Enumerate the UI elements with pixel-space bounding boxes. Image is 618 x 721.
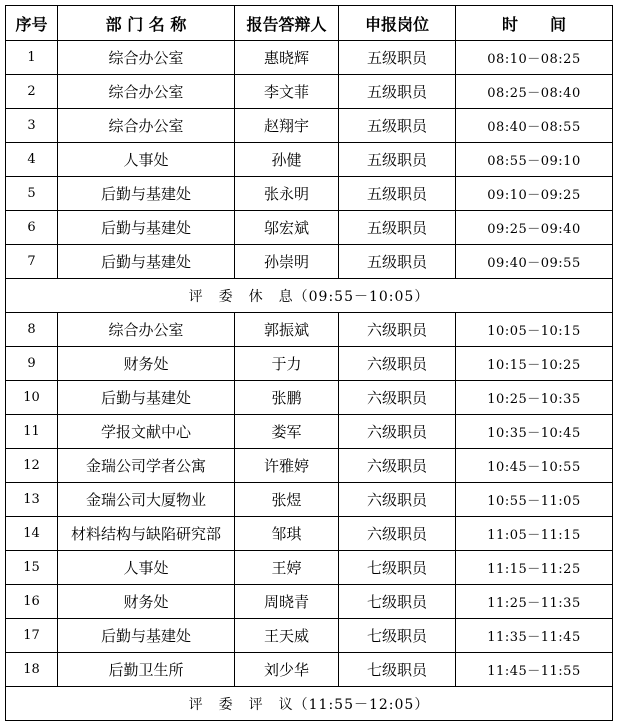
cell-name: 于力 — [235, 347, 339, 381]
cell-name: 赵翔宇 — [235, 109, 339, 143]
table-row — [6, 619, 613, 653]
cell-dept: 后勤卫生所 — [58, 653, 235, 687]
cell-name: 张鹏 — [235, 381, 339, 415]
cell-time: 09:25－09:40 — [456, 211, 613, 245]
cell-no: 5 — [6, 177, 58, 211]
cell-no: 1 — [6, 41, 58, 75]
cell-position: 五级职员 — [339, 109, 456, 143]
cell-no: 13 — [6, 483, 58, 517]
cell-no: 15 — [6, 551, 58, 585]
cell-name: 刘少华 — [235, 653, 339, 687]
cell-time: 10:05－10:15 — [456, 313, 613, 347]
table-row — [6, 109, 613, 143]
cell-no: 11 — [6, 415, 58, 449]
cell-no: 9 — [6, 347, 58, 381]
cell-position: 六级职员 — [339, 381, 456, 415]
cell-no: 2 — [6, 75, 58, 109]
cell-name: 娄军 — [235, 415, 339, 449]
cell-dept: 综合办公室 — [58, 109, 235, 143]
cell-position: 六级职员 — [339, 483, 456, 517]
cell-position: 五级职员 — [339, 41, 456, 75]
cell-dept: 后勤与基建处 — [58, 619, 235, 653]
cell-name: 张永明 — [235, 177, 339, 211]
table-row — [6, 245, 613, 279]
cell-dept: 后勤与基建处 — [58, 381, 235, 415]
cell-time: 10:35－10:45 — [456, 415, 613, 449]
cell-dept: 财务处 — [58, 347, 235, 381]
cell-name: 张煜 — [235, 483, 339, 517]
break-row-2 — [6, 687, 613, 721]
cell-time: 10:15－10:25 — [456, 347, 613, 381]
table-header — [6, 6, 613, 41]
table-body-group2 — [6, 313, 613, 687]
cell-no: 14 — [6, 517, 58, 551]
cell-dept: 财务处 — [58, 585, 235, 619]
cell-name: 孙健 — [235, 143, 339, 177]
table-row — [6, 517, 613, 551]
cell-name: 王天威 — [235, 619, 339, 653]
table-row — [6, 75, 613, 109]
cell-position: 七级职员 — [339, 585, 456, 619]
cell-time: 11:05－11:15 — [456, 517, 613, 551]
cell-position: 六级职员 — [339, 517, 456, 551]
cell-time: 08:10－08:25 — [456, 41, 613, 75]
table-row — [6, 143, 613, 177]
cell-position: 五级职员 — [339, 75, 456, 109]
cell-dept: 综合办公室 — [58, 41, 235, 75]
cell-time: 10:55－11:05 — [456, 483, 613, 517]
cell-position: 五级职员 — [339, 177, 456, 211]
cell-dept: 人事处 — [58, 551, 235, 585]
cell-time: 08:40－08:55 — [456, 109, 613, 143]
cell-name: 周晓青 — [235, 585, 339, 619]
cell-dept: 人事处 — [58, 143, 235, 177]
header-dept: 部 门 名 称 — [58, 6, 235, 41]
cell-time: 08:25－08:40 — [456, 75, 613, 109]
cell-name: 王婷 — [235, 551, 339, 585]
table-row — [6, 653, 613, 687]
cell-no: 10 — [6, 381, 58, 415]
header-no: 序号 — [6, 6, 58, 41]
cell-dept: 后勤与基建处 — [58, 177, 235, 211]
cell-position: 六级职员 — [339, 415, 456, 449]
cell-name: 许雅婷 — [235, 449, 339, 483]
table-row — [6, 381, 613, 415]
cell-time: 08:55－09:10 — [456, 143, 613, 177]
cell-no: 16 — [6, 585, 58, 619]
table-row — [6, 211, 613, 245]
cell-no: 17 — [6, 619, 58, 653]
break-row-1 — [6, 279, 613, 313]
cell-dept: 综合办公室 — [58, 75, 235, 109]
cell-position: 七级职员 — [339, 653, 456, 687]
cell-position: 七级职员 — [339, 551, 456, 585]
table-row — [6, 551, 613, 585]
header-name: 报告答辩人 — [235, 6, 339, 41]
cell-no: 4 — [6, 143, 58, 177]
cell-name: 邹琪 — [235, 517, 339, 551]
cell-time: 10:25－10:35 — [456, 381, 613, 415]
cell-time: 11:35－11:45 — [456, 619, 613, 653]
break-label-1: 评 委 休 息（09:55－10:05） — [6, 279, 613, 313]
cell-position: 七级职员 — [339, 619, 456, 653]
cell-no: 18 — [6, 653, 58, 687]
cell-dept: 材料结构与缺陷研究部 — [58, 517, 235, 551]
cell-position: 五级职员 — [339, 245, 456, 279]
table-row — [6, 585, 613, 619]
header-row — [6, 6, 613, 41]
table-row — [6, 415, 613, 449]
table-row — [6, 483, 613, 517]
cell-time: 09:10－09:25 — [456, 177, 613, 211]
cell-no: 8 — [6, 313, 58, 347]
table-row — [6, 177, 613, 211]
cell-position: 六级职员 — [339, 347, 456, 381]
cell-dept: 综合办公室 — [58, 313, 235, 347]
cell-name: 孙崇明 — [235, 245, 339, 279]
header-time: 时 间 — [456, 6, 613, 41]
cell-position: 五级职员 — [339, 143, 456, 177]
cell-no: 3 — [6, 109, 58, 143]
cell-dept: 学报文献中心 — [58, 415, 235, 449]
break-section-1 — [6, 279, 613, 313]
cell-position: 六级职员 — [339, 313, 456, 347]
cell-dept: 金瑞公司学者公寓 — [58, 449, 235, 483]
cell-name: 邬宏斌 — [235, 211, 339, 245]
table-row — [6, 347, 613, 381]
cell-dept: 后勤与基建处 — [58, 211, 235, 245]
cell-position: 五级职员 — [339, 211, 456, 245]
cell-name: 郭振斌 — [235, 313, 339, 347]
cell-time: 11:25－11:35 — [456, 585, 613, 619]
cell-name: 李文菲 — [235, 75, 339, 109]
cell-time: 10:45－10:55 — [456, 449, 613, 483]
header-position: 申报岗位 — [339, 6, 456, 41]
cell-name: 惠晓辉 — [235, 41, 339, 75]
cell-dept: 后勤与基建处 — [58, 245, 235, 279]
cell-position: 六级职员 — [339, 449, 456, 483]
table-body-group1 — [6, 41, 613, 279]
cell-no: 12 — [6, 449, 58, 483]
cell-time: 11:15－11:25 — [456, 551, 613, 585]
table-row — [6, 313, 613, 347]
table-row — [6, 41, 613, 75]
cell-no: 7 — [6, 245, 58, 279]
break-label-2: 评 委 评 议（11:55－12:05） — [6, 687, 613, 721]
cell-no: 6 — [6, 211, 58, 245]
cell-dept: 金瑞公司大厦物业 — [58, 483, 235, 517]
schedule-table — [5, 5, 613, 721]
table-row — [6, 449, 613, 483]
cell-time: 09:40－09:55 — [456, 245, 613, 279]
cell-time: 11:45－11:55 — [456, 653, 613, 687]
break-section-2 — [6, 687, 613, 721]
